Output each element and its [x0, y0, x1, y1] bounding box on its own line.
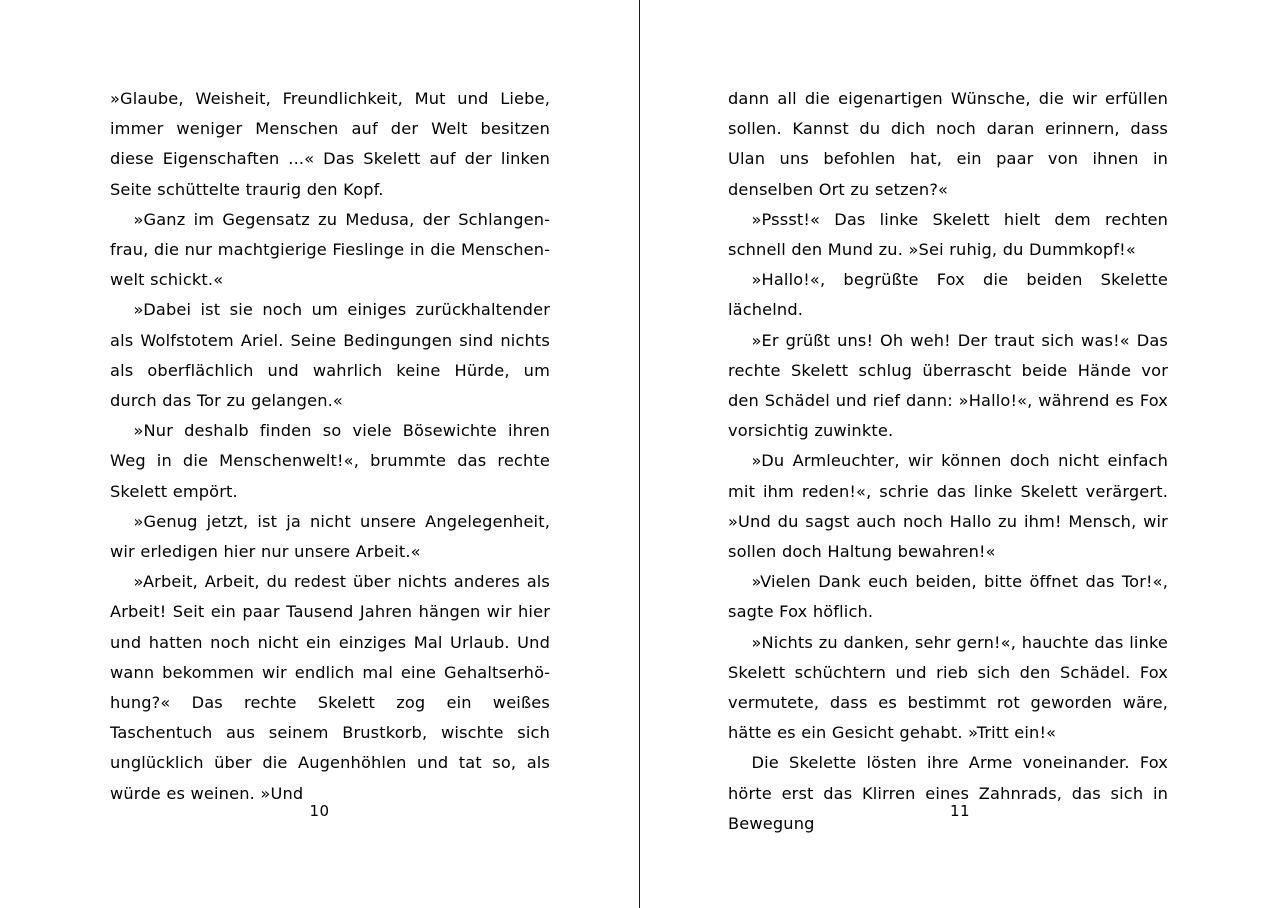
- paragraph: »Glaube, Weisheit, Freundlichkeit, Mut und Liebe, immer weniger Menschen auf der Welt besitzen diese Eigenschaften ...« Das Skelett auf der linken Seite schüttelte traurig den Kopf.: [110, 89, 550, 199]
- paragraph: »Vielen Dank euch beiden, bitte öffnet das Tor!«, sagte Fox höflich.: [728, 572, 1168, 622]
- page-right: [640, 0, 1280, 908]
- paragraph: »Dabei ist sie noch um einiges zurückhaltender als Wolfstotem Ariel. Seine Bedingungen sind nichts als oberflächlich und wahrlich keine Hürde, um durch das Tor zu gelangen.«: [110, 300, 550, 411]
- paragraph: »Nur deshalb finden so viele Bösewichte ihren Weg in die Menschenwelt!«, brummte das rechte Skelett empört.: [110, 421, 550, 501]
- paragraph: »Genug jetzt, ist ja nicht unsere Angelegenheit, wir erledigen hier nur unsere Arbeit.«: [110, 511, 550, 562]
- page-left-text-column: [110, 84, 550, 809]
- paragraph: »Arbeit, Arbeit, du redest über nichts anderes als Arbeit! Seit ein paar Tausend Jahren hängen wir hier und hatten noch nicht ein einziges Mal Urlaub. Und wann bekommen wir endlich mal eine Gehaltserhöhung?« Das rechte Skelett zog ein weißes Taschentuch aus seinem Brustkorb, wischte sich unglücklich über die Augenhöhlen und tat so, als würde es weinen. »Und: [110, 572, 550, 803]
- paragraph: Die Skelette lösten ihre Arme voneinander. Fox hörte erst das Klirren eines Zahnrads, das sich in Bewegung: [728, 753, 1168, 833]
- paragraph: »Er grüßt uns! Oh weh! Der traut sich was!« Das rechte Skelett schlug überrascht beide Hände vor den Schädel und rief dann: »Hallo!«, während es Fox vorsichtig zuwinkte.: [728, 330, 1168, 441]
- page-right-text-column: [728, 84, 1168, 839]
- paragraph: »Pssst!« Das linke Skelett hielt dem rechten schnell den Mund zu. »Sei ruhig, du Dummkopf!«: [728, 209, 1168, 260]
- paragraph: »Ganz im Gegensatz zu Medusa, der Schlangenfrau, die nur machtgierige Fieslinge in die Menschenwelt schickt.«: [110, 209, 550, 290]
- page-number-right: 11: [950, 802, 970, 820]
- paragraph: dann all die eigenartigen Wünsche, die wir erfüllen sollen. Kannst du dich noch daran erinnern, dass Ulan uns befohlen hat, ein paar von ihnen in denselben Ort zu setzen?«: [728, 89, 1168, 199]
- paragraph: »Du Armleuchter, wir können doch nicht einfach mit ihm reden!«, schrie das linke Skelett verärgert. »Und du sagst auch noch Hallo zu ihm! Mensch, wir sollen doch Haltung bewahren!«: [728, 451, 1168, 562]
- paragraph: »Hallo!«, begrüßte Fox die beiden Skelette lächelnd.: [728, 270, 1168, 320]
- page-number-left: 10: [309, 802, 330, 820]
- paragraph: »Nichts zu danken, sehr gern!«, hauchte das linke Skelett schüchtern und rieb sich den Schädel. Fox vermutete, dass es bestimmt rot geworden wäre, hätte es ein Gesicht gehabt. »Tritt ein!«: [728, 632, 1168, 743]
